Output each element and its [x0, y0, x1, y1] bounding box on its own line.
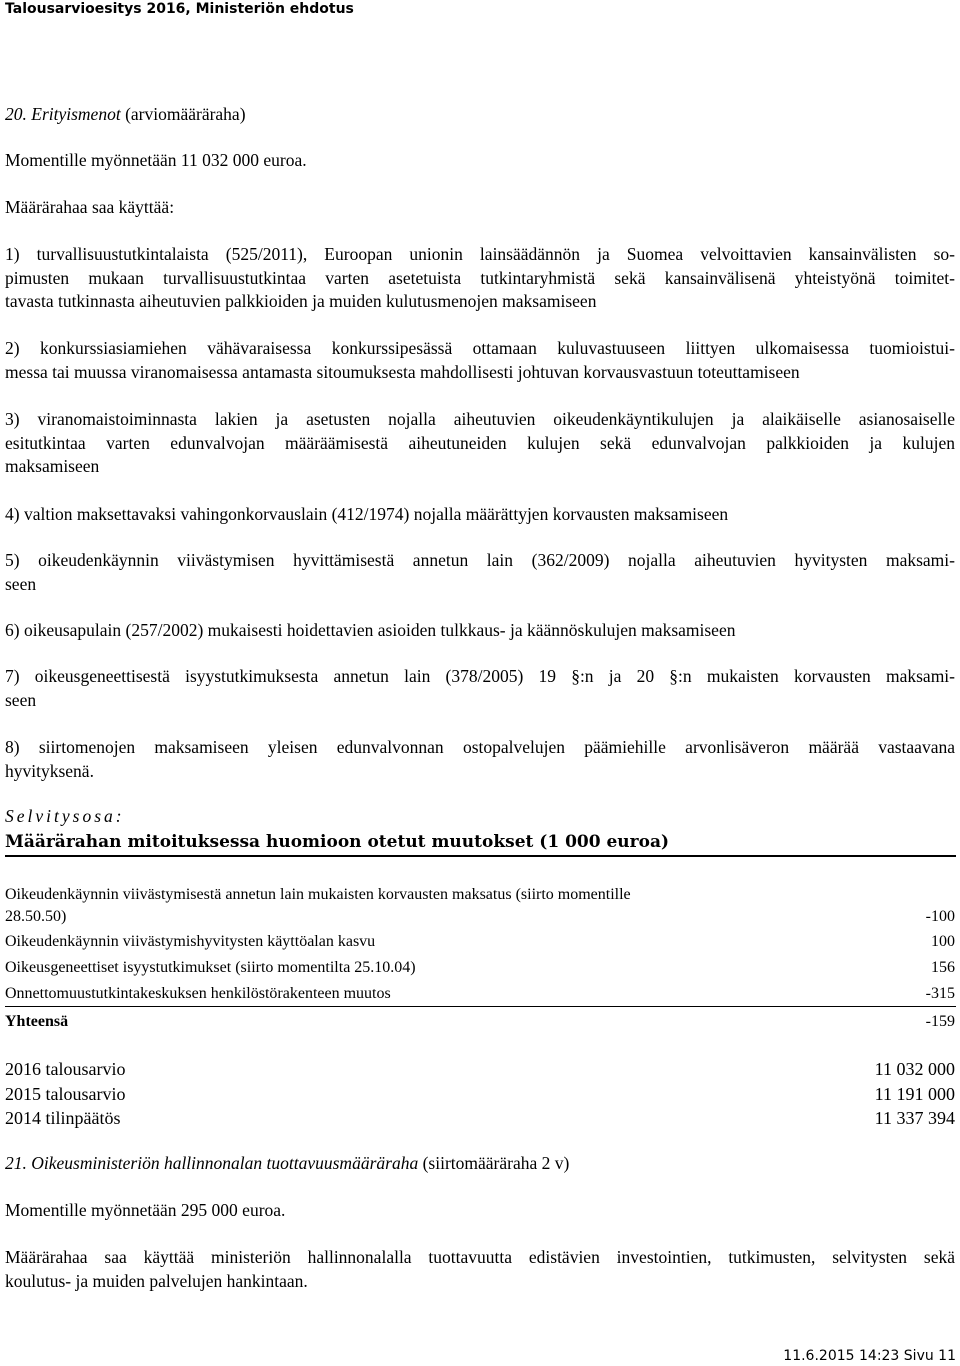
usage-item-6 [5, 619, 955, 643]
section-21-granted: Momentille myönnetään 295 000 euroa. [5, 1200, 286, 1220]
section-21-number: 21. [5, 1153, 27, 1173]
usage-item-8 [5, 736, 955, 783]
table-top-rule [5, 855, 956, 857]
section-21-usage-line: koulutus- ja muiden palvelujen hankintaan. [5, 1270, 308, 1291]
usage-item-1 [5, 243, 955, 314]
section-21-title: Oikeusministeriön hallinnonalan tuottavuusmääräraha [31, 1153, 419, 1173]
table-row-label-line: Oikeudenkäynnin viivästymisestä annetun lain mukaisten korvausten maksatus (siirto momentille [5, 886, 631, 903]
budget-row-value: 11 032 000 [874, 1059, 955, 1079]
section-20-type: (arviomääräraha) [125, 104, 246, 124]
usage-item-3-line: 3) viranomaistoiminnasta lakien ja asetusten nojalla aiheutuvien oikeudenkäyntikulujen ja alaikäiselle asianosaiselle [5, 409, 955, 429]
usage-item-8-line: hyvityksenä. [5, 760, 94, 781]
page-header: Talousarvioesitys 2016, Ministeriön ehdotus [5, 1, 354, 17]
table-row [5, 884, 955, 928]
usage-item-2-line: messa tai muussa viranomaisessa antamasta sitoumuksesta mahdollisesti johtuvan korvausvastuun toteuttamiseen [5, 361, 800, 382]
usage-item-1-line: tavasta tutkinnasta aiheutuvien palkkioiden ja muiden kulutusmenojen maksamiseen [5, 291, 597, 311]
budget-row-label: 2014 tilinpäätös [5, 1108, 121, 1128]
section-21-usage-line: Määrärahaa saa käyttää ministeriön hallinnonalalla tuottavuutta edistävien investointien, tutkimusten, selvitysten sekä [5, 1247, 955, 1267]
usage-item-6-line: 6) oikeusapulain (257/2002) mukaisesti hoidettavien asioiden tulkkaus- ja käännöskulujen maksamiseen [5, 620, 736, 640]
usage-item-2-line: 2) konkurssiasiamiehen vähävaraisessa konkurssipesässä ottamaan kuluvastuuseen liittyen ulkomaisessa tuomioistui- [5, 338, 955, 358]
usage-item-5-line: 5) oikeudenkäynnin viivästymisen hyvittämisestä annetun lain (362/2009) nojalla aiheutuvien hyvitysten maksami- [5, 550, 955, 570]
usage-item-5 [5, 549, 955, 596]
usage-item-7 [5, 665, 955, 712]
section-20-number: 20. [5, 104, 27, 124]
usage-item-4-line: 4) valtion maksettavaksi vahingonkorvauslain (412/1974) nojalla määrättyjen korvausten maksamiseen [5, 504, 729, 524]
usage-item-2 [5, 337, 955, 384]
table-row-value: -100 [925, 908, 955, 925]
usage-item-1-line: pimusten mukaan turvallisuustutkintaa varten asetetuista tutkintaryhmistä sekä kansainvälisenä yhteistyönä toimitet- [5, 267, 955, 288]
section-21-type: (siirtomääräraha 2 v) [422, 1153, 570, 1173]
usage-item-8-line: 8) siirtomenojen maksamiseen yleisen edunvalvonnan ostopalvelujen päämiehille arvonlisäveron määrää vastaavana [5, 737, 955, 757]
section-20-usage-intro: Määrärahaa saa käyttää: [5, 197, 175, 217]
usage-item-3 [5, 408, 955, 479]
budget-row-value: 11 337 394 [874, 1108, 955, 1128]
budget-row-label: 2016 talousarvio [5, 1059, 126, 1079]
table-row-label: Oikeudenkäynnin viivästymishyvitysten käyttöalan kasvu [5, 933, 376, 950]
usage-item-4 [5, 503, 955, 527]
section-20-title: Erityismenot [31, 104, 121, 124]
budget-row-label: 2015 talousarvio [5, 1084, 126, 1104]
table-title: Määrärahan mitoituksessa huomioon otetut muutokset (1 000 euroa) [5, 832, 670, 852]
page-footer: 11.6.2015 14:23 Sivu 11 [783, 1348, 956, 1364]
usage-item-1-line: 1) turvallisuustutkintalaista (525/2011), Euroopan unionin lainsäädännön ja Suomea velvoittavien kansainvälisten so- [5, 244, 955, 264]
table-total-rule [5, 1006, 956, 1007]
usage-item-3-line: maksamiseen [5, 456, 100, 476]
usage-item-3-line: esitutkintaa varten edunvalvojan määräämisestä aiheutuneiden kulujen sekä edunvalvojan palkkioiden ja kulujen [5, 432, 955, 453]
section-20-heading [5, 103, 955, 127]
section-21-heading [5, 1152, 955, 1176]
table-row-label-line: 28.50.50) [5, 908, 67, 925]
budget-row-value: 11 191 000 [874, 1084, 955, 1104]
section-20-granted: Momentille myönnetään 11 032 000 euroa. [5, 150, 307, 170]
table-row-value: 156 [931, 959, 955, 976]
table-total-label: Yhteensä [5, 1013, 69, 1030]
table-total-value: -159 [925, 1013, 955, 1030]
table-row-value: 100 [931, 933, 955, 950]
table-row-label: Onnettomuustutkintakeskuksen henkilöstörakenteen muutos [5, 985, 391, 1002]
usage-item-5-line: seen [5, 573, 37, 594]
selvitysosa-label: Selvitysosa: [5, 806, 125, 826]
section-21-usage [5, 1246, 955, 1293]
table-row-value: -315 [925, 985, 955, 1002]
table-row-label: Oikeusgeneettiset isyystutkimukset (siirto momentilta 25.10.04) [5, 959, 416, 976]
table-row-label [5, 884, 631, 928]
usage-item-7-line: seen [5, 689, 37, 710]
usage-item-7-line: 7) oikeusgeneettisestä isyystutkimuksesta annetun lain (378/2005) 19 §:n ja 20 §:n mukaisten korvausten maksami- [5, 666, 955, 686]
